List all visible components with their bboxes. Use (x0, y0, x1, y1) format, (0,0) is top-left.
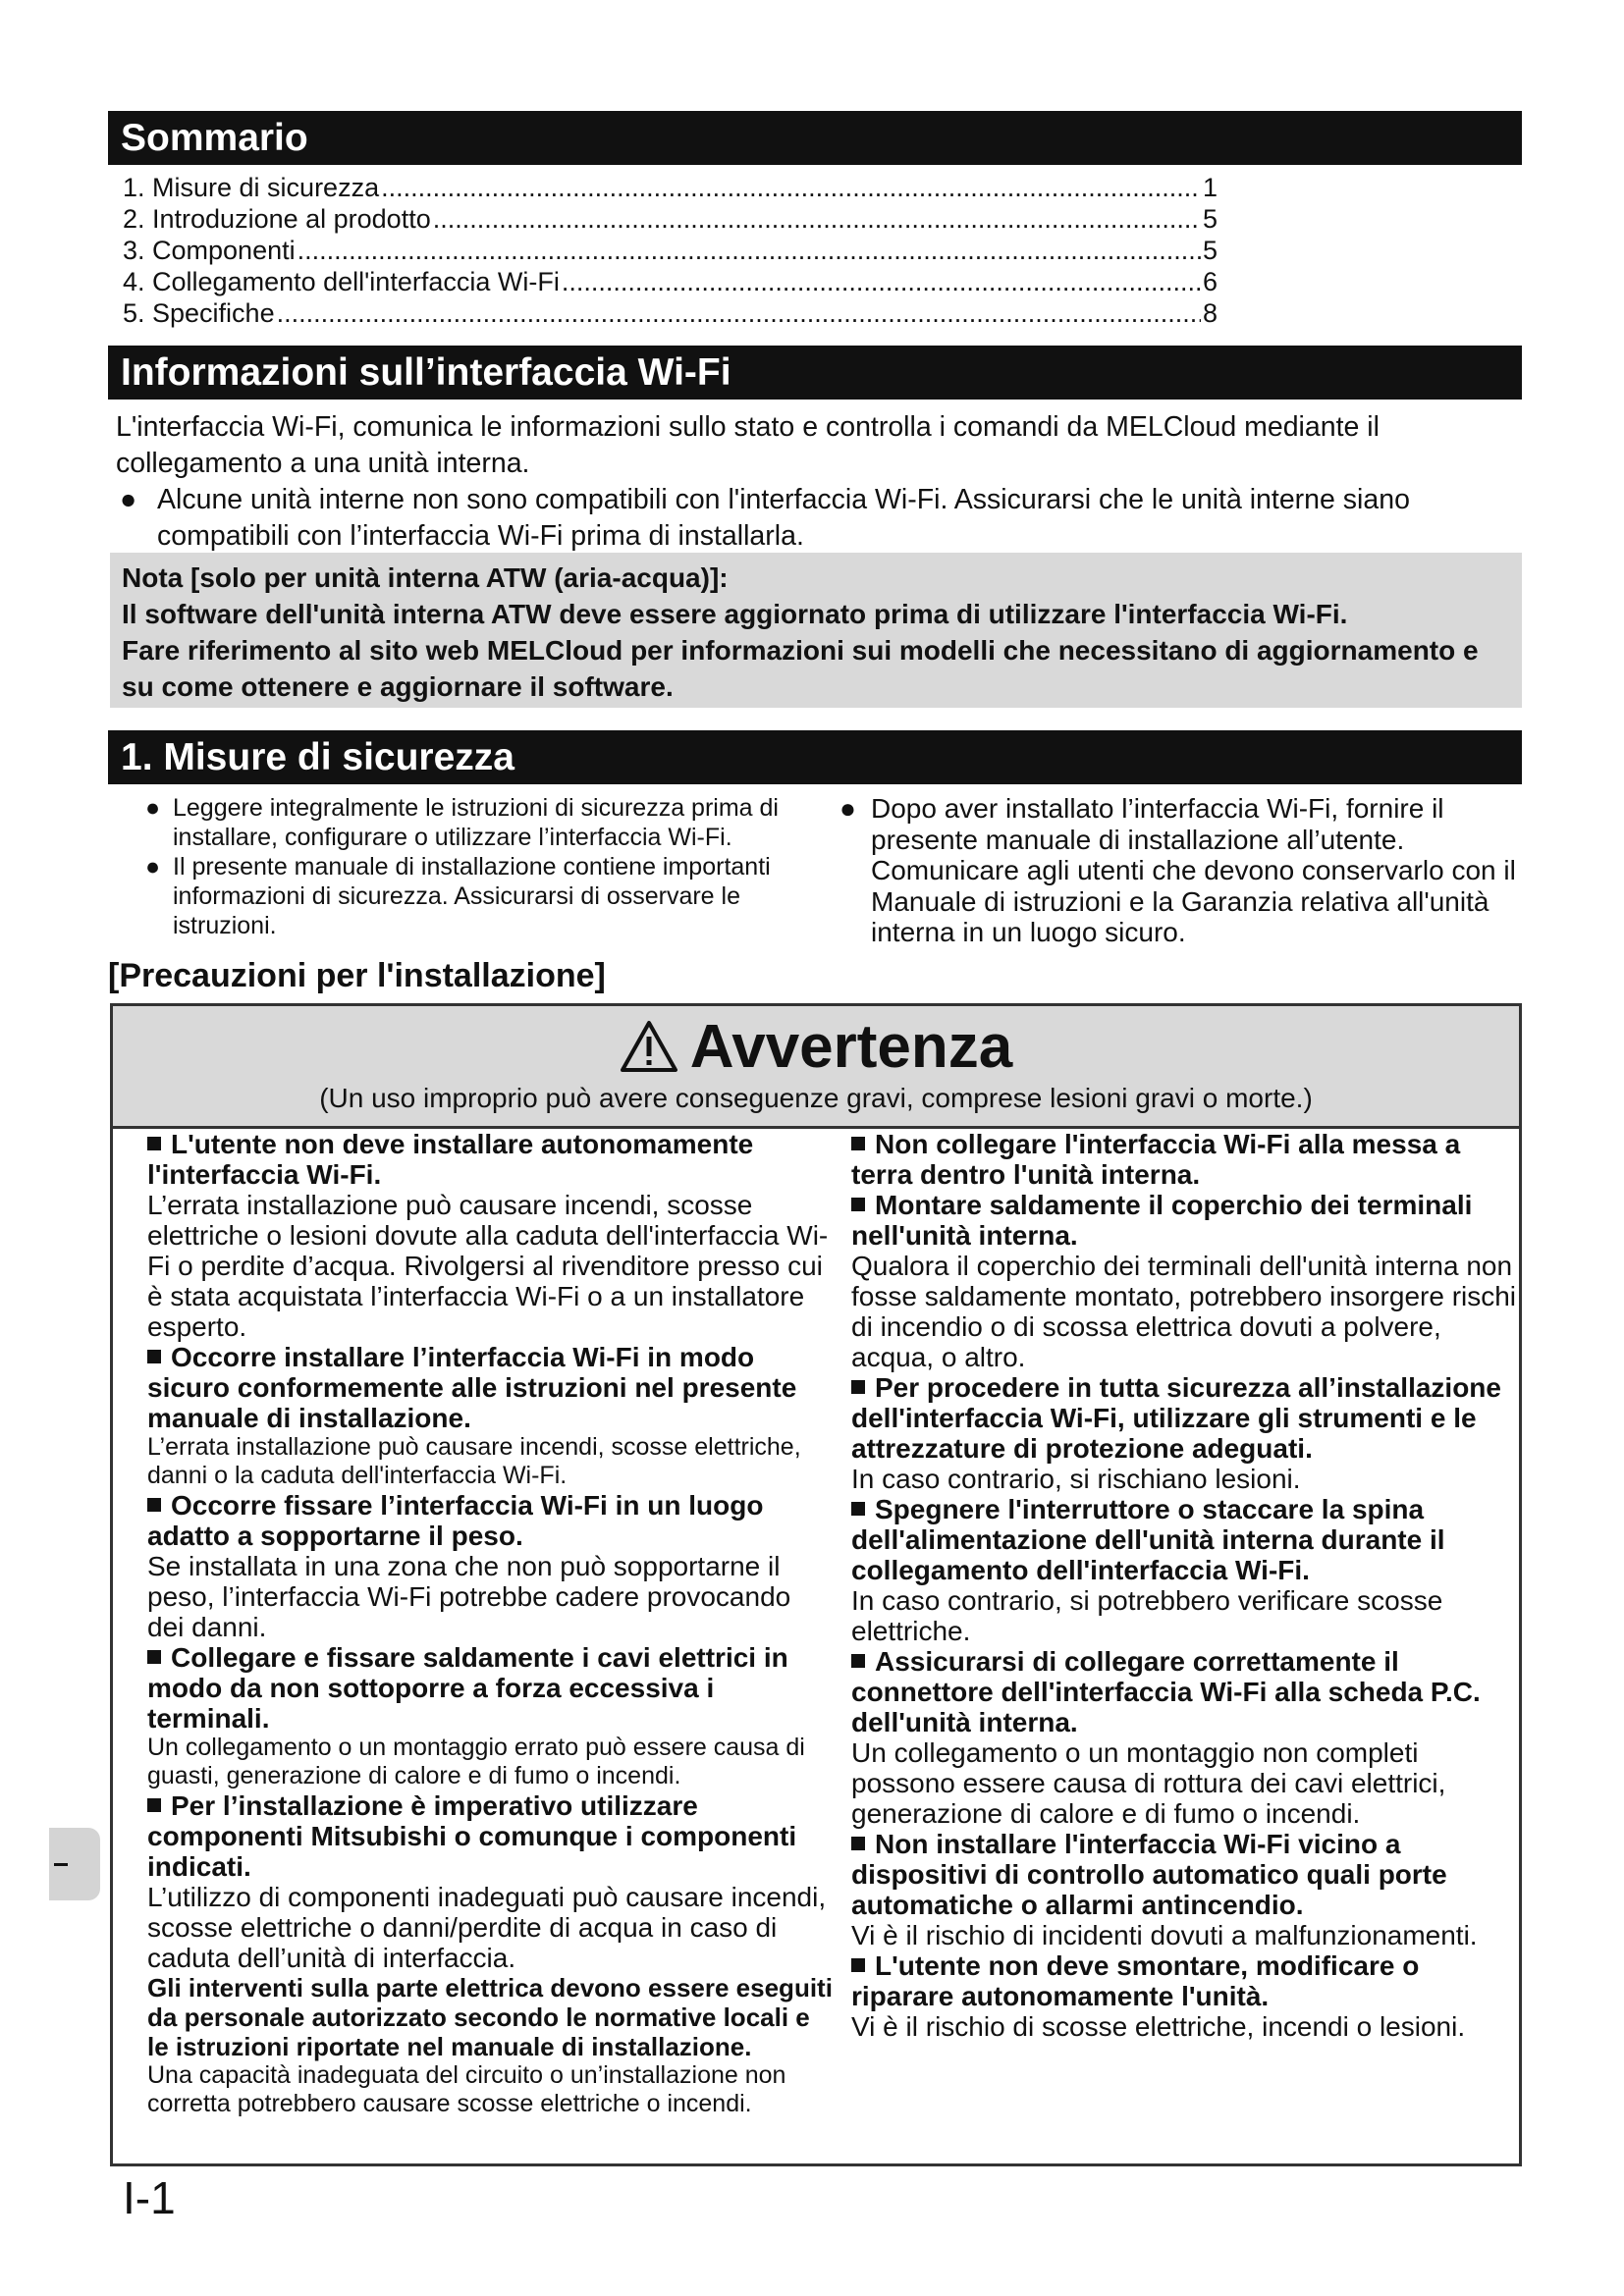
warning-item: Spegnere l'interruttore o staccare la spina dell'alimentazione dell'unità interna durante il collegamento dell'interfaccia Wi-Fi. In caso contrario, si potrebbero verificare scosse elettriche. (851, 1494, 1445, 1646)
warning-column-right (851, 1129, 1519, 2042)
square-bullet-icon (851, 1137, 865, 1150)
warning-title: Avvertenza (689, 1012, 1013, 1081)
info-heading: Informazioni sull’interfaccia Wi-Fi (108, 346, 1522, 400)
bullet-icon: ● (145, 853, 161, 881)
warning-triangle-icon (620, 1020, 678, 1073)
info-paragraph: L'interfaccia Wi-Fi, comunica le informazioni sullo stato e controlla i comandi da MELCloud mediante il collegamento a una unità interna. (116, 411, 1380, 479)
info-body (116, 409, 1520, 555)
toc-entry: 1. Misure di sicurezza ..... 1 (123, 172, 1218, 203)
warning-item: Montare saldamente il coperchio dei terminali nell'unità interna. Qualora il coperchio dei terminali dell'unità interna non fosse saldamente montato, potrebbero insorgere rischi di incendio o di scossa elettrica dovuti a polvere, acqua, o altro. (851, 1190, 1517, 1372)
toc-entry: 4. Collegamento dell'interfaccia Wi-Fi ..... 6 (123, 266, 1218, 297)
list-item: ● Leggere integralmente le istruzioni di sicurezza prima di installare, configurare o utilizzare l’interfaccia Wi-Fi. (145, 794, 779, 851)
warning-item: Gli interventi sulla parte elettrica devono essere eseguiti da personale autorizzato secondo le normative locali e le istruzioni riportate nel manuale di installazione. Una capacità inadeguata del circuito o un’installazione non corretta potrebbero causare scosse elettriche o incendi. (147, 1973, 833, 2117)
square-bullet-icon (851, 1654, 865, 1668)
bullet-icon: ● (145, 794, 161, 822)
toc-entry: 3. Componenti ..... 5 (123, 235, 1218, 266)
table-of-contents (123, 172, 1218, 329)
safety-intro-right (839, 793, 1522, 948)
square-bullet-icon (147, 1498, 161, 1512)
info-bullet: ● Alcune unità interne non sono compatibili con l'interfaccia Wi-Fi. Assicurarsi che le unità interne siano compatibili con l’interfaccia Wi-Fi prima di installarla. (116, 482, 1520, 555)
atw-note: Nota [solo per unità interna ATW (aria-acqua)]: Il software dell'unità interna ATW deve essere aggiornato prima di utilizzare l'interfaccia Wi-Fi. Fare riferimento al sito web MELCloud per informazioni sui modelli che necessitano di aggiornamento e su come ottenere e aggiornare il software. (110, 553, 1522, 708)
safety-intro-left (145, 793, 823, 940)
square-bullet-icon (851, 1380, 865, 1394)
installation-precautions-heading: [Precauzioni per l'installazione] (108, 957, 606, 994)
warning-item: Assicurarsi di collegare correttamente il connettore dell'interfaccia Wi-Fi alla scheda P.C. dell'unità interna. Un collegamento o un montaggio non completi possono essere causa di rottura dei cavi elettrici, generazione di calore e di fumo o incendi. (851, 1646, 1481, 1829)
warning-header (113, 1006, 1519, 1129)
warning-item: L'utente non deve smontare, modificare o riparare autonomamente l'unità. Vi è il rischio di scosse elettriche, incendi o lesioni. (851, 1950, 1466, 2042)
warning-item: Per l’installazione è imperativo utilizzare componenti Mitsubishi o comunque i componenti indicati. L’utilizzo di componenti inadeguati può causare incendi, scosse elettriche o danni/perdite di acqua in caso di caduta dell’unità di interfaccia. (147, 1790, 827, 1973)
page-number: I-1 (123, 2172, 176, 2223)
warning-item: Per procedere in tutta sicurezza all’installazione dell'interfaccia Wi-Fi, utilizzare gli strumenti e le attrezzature di protezione adeguati. In caso contrario, si rischiano lesioni. (851, 1372, 1501, 1494)
square-bullet-icon (147, 1350, 161, 1363)
warning-column-left (147, 1129, 835, 2118)
toc-heading: Sommario (108, 111, 1522, 165)
square-bullet-icon (147, 1137, 161, 1150)
square-bullet-icon (851, 1198, 865, 1211)
list-item: ● Il presente manuale di installazione contiene importanti informazioni di sicurezza. Assicurarsi di osservare le istruzioni. (145, 853, 771, 939)
square-bullet-icon (147, 1798, 161, 1812)
square-bullet-icon (851, 1837, 865, 1850)
square-bullet-icon (851, 1502, 865, 1516)
square-bullet-icon (147, 1650, 161, 1664)
toc-entry: 5. Specifiche ..... 8 (123, 297, 1218, 329)
warning-item: Collegare e fissare saldamente i cavi elettrici in modo da non sottoporre a forza eccessiva i terminali. Un collegamento o un montaggio errato può essere causa di guasti, generazione di calore e di fumo o incendi. (147, 1642, 805, 1789)
list-item: ● Dopo aver installato l’interfaccia Wi-Fi, fornire il presente manuale di installazione all’utente. Comunicare agli utenti che devono conservarlo con il Manuale di istruzioni e la Garanzia relativa all'unità interna in un luogo sicuro. (839, 793, 1516, 947)
warning-item: Occorre installare l’interfaccia Wi-Fi in modo sicuro conformemente alle istruzioni nel presente manuale di installazione. L’errata installazione può causare incendi, scosse elettriche, danni o la caduta dell'interfaccia Wi-Fi. (147, 1342, 801, 1489)
warning-item: L'utente non deve installare autonomamente l'interfaccia Wi-Fi. L’errata installazione può causare incendi, scosse elettriche o lesioni dovute alla caduta dell'interfaccia Wi-Fi o perdite d’acqua. Rivolgersi al rivenditore presso cui è stata acquistata l’interfaccia Wi-Fi o a un installatore esperto. (147, 1129, 829, 1342)
bullet-icon: ● (120, 484, 137, 515)
side-tab-dash (54, 1863, 68, 1866)
warning-item: Non collegare l'interfaccia Wi-Fi alla messa a terra dentro l'unità interna. (851, 1129, 1461, 1190)
warning-item: Occorre fissare l’interfaccia Wi-Fi in un luogo adatto a sopportarne il peso. Se installata in una zona che non può sopportarne il peso, l’interfaccia Wi-Fi potrebbe cadere provocando dei danni. (147, 1490, 791, 1642)
warning-subtitle: (Un uso improprio può avere conseguenze gravi, comprese lesioni gravi o morte.) (319, 1083, 1313, 1113)
warning-item: Non installare l'interfaccia Wi-Fi vicino a dispositivi di controllo automatico quali porte automatiche o allarmi antincendio. Vi è il rischio di incidenti dovuti a malfunzionamenti. (851, 1829, 1478, 1950)
side-tab (49, 1828, 100, 1900)
safety-heading: 1. Misure di sicurezza (108, 730, 1522, 784)
toc-entry: 2. Introduzione al prodotto ..... 5 (123, 203, 1218, 235)
square-bullet-icon (851, 1958, 865, 1972)
bullet-icon: ● (839, 793, 856, 824)
